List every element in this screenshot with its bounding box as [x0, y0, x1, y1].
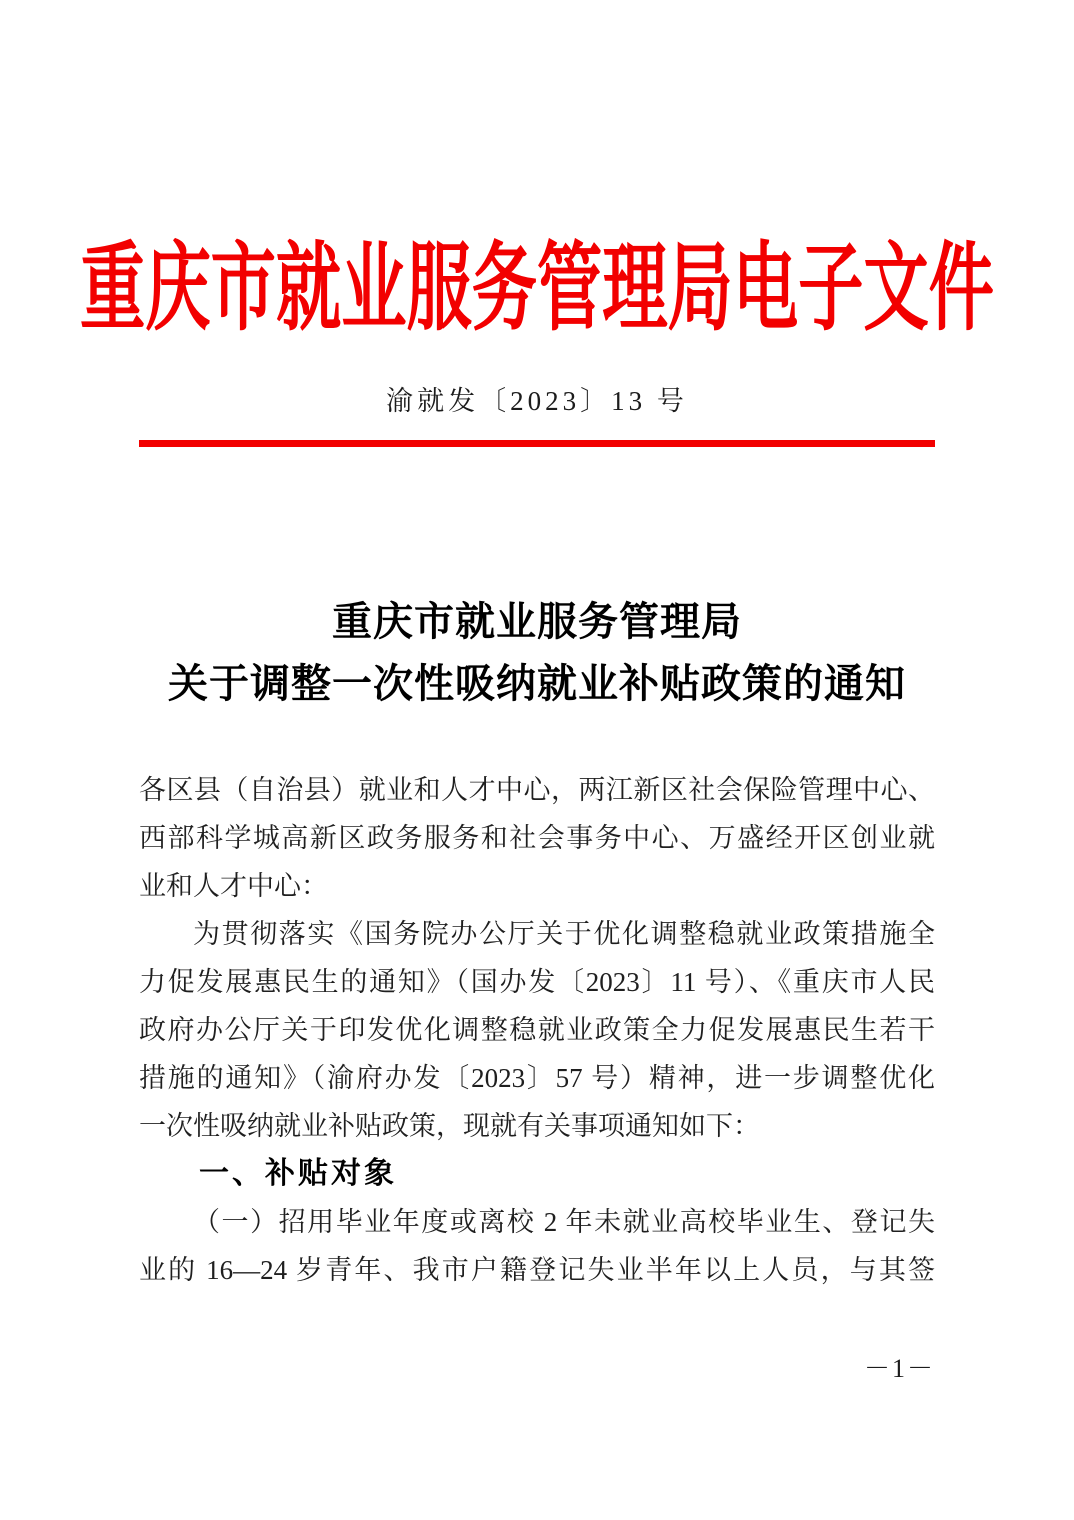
- body-paragraph-line: 业的 16—24 岁青年、我市户籍登记失业半年以上人员，与其签: [139, 1255, 935, 1285]
- body-paragraph-line: 力促发展惠民生的通知》（国办发〔2023〕11 号）、《重庆市人民: [139, 967, 935, 997]
- notice-title-line1: 重庆市就业服务管理局: [332, 599, 742, 644]
- document-number: 渝就发〔2023〕13 号: [386, 386, 688, 416]
- page-number: －1－: [863, 1354, 935, 1383]
- notice-title-line2: 关于调整一次性吸纳就业补贴政策的通知: [168, 661, 906, 706]
- notice-body: [139, 766, 935, 1294]
- salutation-line: 业和人才中心：: [139, 871, 328, 901]
- body-paragraph-line: 措施的通知》（渝府办发〔2023〕57 号）精神，进一步调整优化: [139, 1063, 935, 1093]
- body-paragraph-line: 政府办公厅关于印发优化调整稳就业政策全力促发展惠民生若干: [139, 1015, 935, 1045]
- salutation-line: 各区县（自治县）就业和人才中心，两江新区社会保险管理中心、: [139, 775, 935, 805]
- salutation-line: 西部科学城高新区政务服务和社会事务中心、万盛经开区创业就: [139, 823, 935, 853]
- body-paragraph-line: 为贯彻落实《国务院办公厅关于优化调整稳就业政策措施全: [193, 919, 935, 949]
- section-heading: 一、补贴对象: [199, 1157, 397, 1190]
- body-paragraph-line: 一次性吸纳就业补贴政策，现就有关事项通知如下：: [139, 1111, 760, 1141]
- red-divider-line: [139, 440, 935, 447]
- body-paragraph-line: （一）招用毕业年度或离校 2 年未就业高校毕业生、登记失: [193, 1207, 935, 1237]
- masthead-title: 重庆市就业服务管理局电子文件: [80, 235, 994, 342]
